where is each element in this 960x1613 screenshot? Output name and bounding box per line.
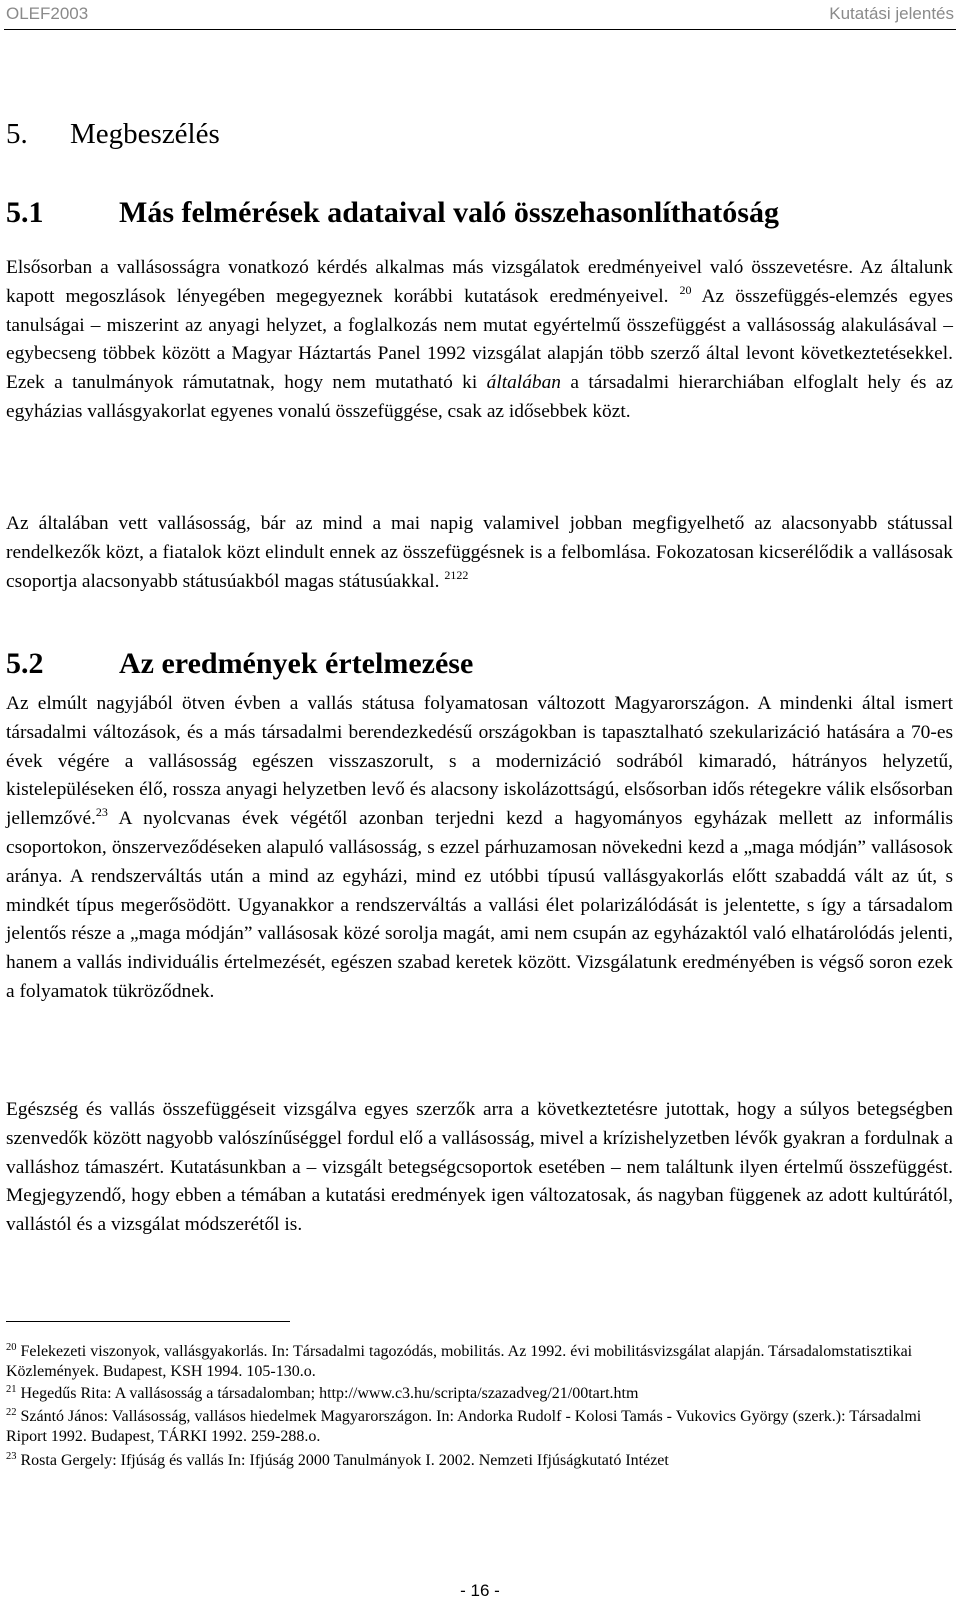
section-number: 5.2: [6, 647, 44, 680]
footnote-text: Szántó János: Vallásosság, vallásos hiedelmek Magyarországon. In: Andorka Rudolf - Kolosi Tamás - Vukovics György (szerk.): Társadalmi Riport 1992. Budapest, TÁRKI 1992. 259-288.o.: [6, 1408, 922, 1445]
paragraph-4: Egészség és vallás összefüggéseit vizsgálva egyes szerzők arra a következtetésre jutottak, hogy a súlyos betegségben szenvedők között nagyobb valószínűséggel fordul elő a vallásosság, mivel a krízishelyzetben lévők gyakran a fordulnak a valláshoz támaszért. Kutatásunkban a – vizsgált betegségcsoportok esetében – nem találtunk ilyen értelmű összefüggést. Megjegyzendő, hogy ebben a témában a kutatási eredmények igen változatosak, ás nagyban függenek az adott kultúrától, vallástól és a vizsgálat módszerétől is.: [6, 1099, 953, 1236]
footnote-ref-20: 20: [679, 282, 692, 297]
footnote-number: 22: [6, 1407, 17, 1418]
page-header: [0, 0, 960, 28]
footnote-separator: [6, 1321, 290, 1322]
section-heading-5-2: [6, 647, 473, 681]
header-left: OLEF2003: [6, 4, 89, 23]
paragraph-1: [6, 254, 953, 427]
footnote-text: Felekezeti viszonyok, vallásgyakorlás. In: Társadalmi tagozódás, mobilitás. Az 1992. évi mobilitásvizsgálat alapján. Társadalomstatisztikai Közlemények. Budapest, KSH 1994. 105-130.o.: [6, 1343, 913, 1380]
header-rule: [4, 29, 956, 30]
paragraph-text: A nyolcvanas évek végétől azonban terjedni kezd a hagyományos egyházak mellett az informális csoportokon, önszerveződéseken alapuló vallásosság, s ezzel párhuzamosan növekedni kezd a „maga módján” vallásosok aránya. A rendszerváltás után a mind az egyházi, mind ez utóbbi típusú vallásgyakorlás előtt szabaddá vált az út, s mindkét típus megerősödött. Ugyanakkor a rendszerváltás a vallási élet polarizálódását is jelentette, s így a társadalom jelentős része a „maga módján” vallásosak közé sorolja magát, ami nem csupán az egyházaktól való elhatárolódás jelenti, hanem a vallás individuális értelmezését, egészen szabad keretek között. Vizsgálatunk eredményében is végső soron ezek a folyamatok tükröződnek.: [6, 808, 953, 1002]
section-number: 5.1: [6, 196, 44, 229]
section-title: Az eredmények értelmezése: [119, 647, 474, 680]
paragraph-2: [6, 510, 953, 596]
header-right: Kutatási jelentés: [829, 4, 954, 23]
footnote-22: [6, 1407, 946, 1447]
section-title: Megbeszélés: [70, 118, 220, 150]
footnote-number: 20: [6, 1342, 17, 1353]
paragraph-text: a társadalmi hierarchiában elfoglalt hely és az egyházias vallásgyakorlat egyenes vonalú összefüggése, csak az idősebbek közt.: [6, 372, 953, 422]
paragraph-text: Az összefüggés-elemzés egyes tanulságai – miszerint az anyagi helyzet, a foglalkozás nem mutat egyértelmű összefüggést a vallásosság alakulásával – egybecseng többek között a Magyar Háztartás Panel 1992 vizsgálat alapján több szerző által levont következtetésekkel. Ezek a tanulmányok rámutatnak, hogy nem mutatható ki: [6, 285, 953, 394]
section-title: Más felmérések adataival való összehasonlíthatóság: [119, 196, 779, 229]
footnote-23: [6, 1451, 946, 1471]
footnote-text: Rosta Gergely: Ifjúság és vallás In: Ifjúság 2000 Tanulmányok I. 2002. Nemzeti Ifjúságkutató Intézet: [16, 1452, 669, 1469]
emphasis-text: általában: [486, 372, 561, 394]
footnote-number: 23: [6, 1451, 17, 1462]
paragraph-3: [6, 690, 953, 1007]
page-number: - 16 -: [460, 1581, 500, 1600]
paragraph-text: Az elmúlt nagyjából ötven évben a vallás státusa folyamatosan változott Magyarországon. A mindenki által ismert társadalmi változások, és a más társadalmi berendezkedésű országokban is tapasztalható szekularizáció hatására a 70-es évek végére a vallásosság egészen visszaszorult, s a modernizáció sodrából kimaradó, hátrányos helyzetű, kistelepüléseken élő, rossza anyagi helyzetben levő és alacsony iskolázottságú, elsősorban idős rétegekre válik elsősorban jellemzővé.: [6, 693, 953, 830]
section-heading-5: [6, 118, 220, 151]
footnote-21: [6, 1384, 946, 1404]
footnote-ref-23: 23: [95, 805, 108, 820]
section-heading-5-1: [6, 196, 779, 230]
section-number: 5.: [6, 118, 28, 150]
paragraph-text: Az általában vett vallásosság, bár az mind a mai napig valamivel jobban megfigyelhető az alacsonyabb státussal rendelkezők közt, a fiatalok közt elindult ennek az összefüggésnek is a felbomlása. Fokozatosan kicserélődik a vallásosak csoportja alacsonyabb státusúakból magas státusúakkal.: [6, 513, 953, 592]
paragraph-text: Elsősorban a vallásosságra vonatkozó kérdés alkalmas más vizsgálatok eredményeivel való összevetésre. Az általunk kapott megoszlások lényegében megegyeznek korábbi kutatások eredményeivel.: [6, 257, 953, 307]
footnote-number: 21: [6, 1384, 17, 1395]
footnote-20: [6, 1342, 946, 1382]
footnote-text: Hegedűs Rita: A vallásosság a társadalomban; http://www.c3.hu/scripta/szazadveg/21/00tart.htm: [16, 1385, 639, 1402]
footnote-ref-21-22: 2122: [444, 567, 469, 582]
